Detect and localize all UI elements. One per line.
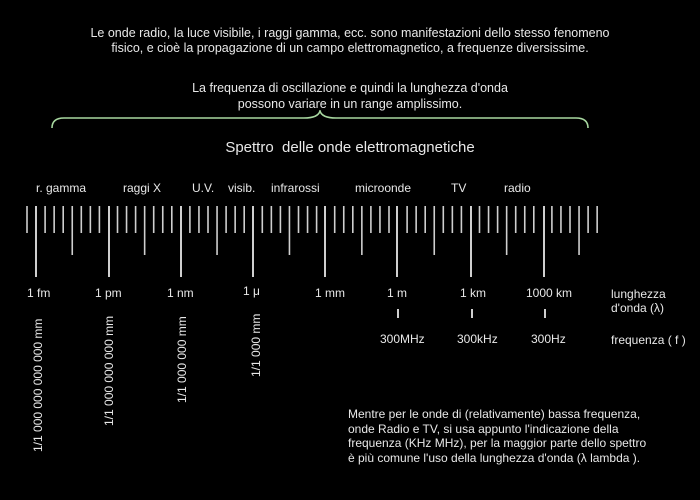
frequency-tick-300mhz (397, 309, 399, 318)
wavelength-label-line-1: lunghezza (611, 287, 666, 301)
unit-label-pm: 1 pm (95, 286, 122, 300)
unit-label-m: 1 m (387, 286, 408, 300)
wavelength-label (611, 287, 666, 315)
spectrum-title-word: Spettro (225, 139, 274, 156)
unit-label-km: 1 km (460, 286, 487, 300)
frequency-label-300mhz: 300MHz (380, 332, 425, 346)
unit-label-1000km: 1000 km (526, 286, 573, 300)
spectrum-title-rest: delle onde elettromagnetiche (282, 139, 475, 156)
intro-text (0, 26, 700, 56)
unit-label-nm: 1 nm (167, 286, 194, 300)
frequency-label-300hz: 300Hz (531, 332, 566, 346)
intro-line-2: fisico, e cioè la propagazione di un campo elettromagnetico, a frequenze diversissime. (111, 41, 589, 55)
unit-label-mm: 1 mm (315, 286, 345, 300)
band-label-gamma: r. gamma (36, 181, 87, 195)
fraction-label-pm: 1/1 000 000 000 mm (102, 315, 116, 426)
band-label-xray: raggi X (123, 181, 162, 195)
spectrum-title (0, 139, 700, 156)
range-note-line-2: possono variare in un range amplissimo. (237, 97, 463, 111)
band-label-uv: U.V. (192, 181, 215, 195)
frequency-tick-300hz (544, 309, 546, 318)
frequency-tick-300khz (471, 309, 473, 318)
curly-brace (50, 110, 590, 132)
intro-line-1: Le onde radio, la luce visibile, i raggi gamma, ecc. sono manifestazioni dello stesso fenomeno (90, 26, 610, 40)
unit-label-fm: 1 fm (27, 286, 51, 300)
band-label-tv: TV (451, 181, 467, 195)
bottom-note (348, 407, 646, 465)
band-label-visible: visib. (228, 181, 256, 195)
range-note-line-1: La frequenza di oscillazione e quindi la lunghezza d'onda (192, 81, 508, 95)
fraction-label-micron: 1/1 000 mm (249, 313, 263, 377)
wavelength-label-line-2: d'onda (λ) (611, 301, 664, 315)
spectrum-scale (0, 200, 700, 280)
bottom-note-line-4: è più comune l'uso della lunghezza d'onda (λ lambda ). (348, 450, 641, 465)
fraction-label-nm: 1/1 000 000 mm (175, 316, 189, 403)
band-label-infrared: infrarossi (271, 181, 320, 195)
band-label-microwave: microonde (355, 181, 412, 195)
band-label-radio: radio (504, 181, 531, 195)
frequency-label-300khz: 300kHz (457, 332, 498, 346)
unit-label-micron: 1 μ (243, 284, 260, 298)
bottom-note-line-1: Mentre per le onde di (relativamente) bassa frequenza, (348, 407, 641, 421)
frequency-axis-label: frequenza ( f ) (611, 333, 686, 347)
range-note (0, 80, 700, 112)
fraction-label-fm: 1/1 000 000 000 000 mm (31, 318, 45, 452)
bottom-note-line-3: frequenza (KHz MHz), per la maggior parte dello spettro (348, 436, 647, 450)
bottom-note-line-2: onde Radio e TV, si usa appunto l'indicazione della (348, 421, 619, 436)
